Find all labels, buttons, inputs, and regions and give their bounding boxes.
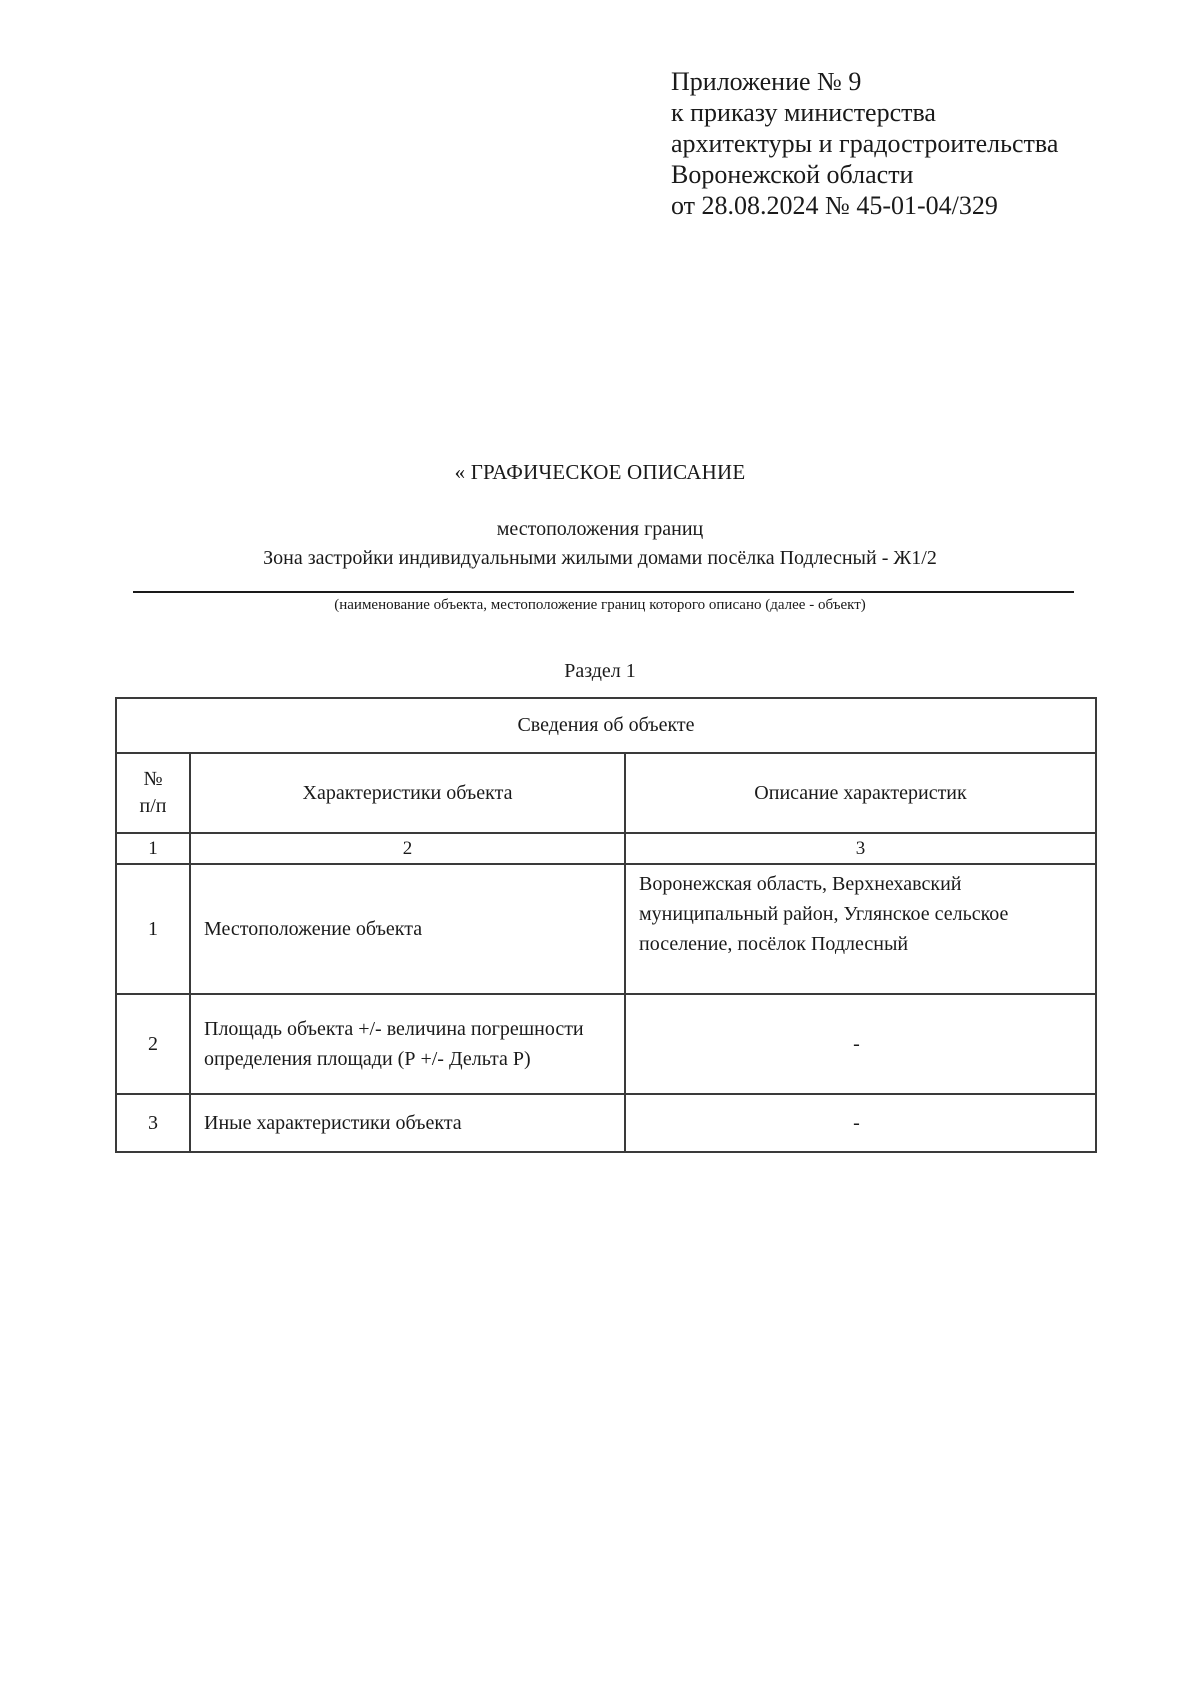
- object-name-caption: (наименование объекта, местоположение границ которого описано (далее - объект): [334, 597, 866, 613]
- row-characteristic: Площадь объекта +/- величина погрешности определения площади (Р +/- Дельта Р): [190, 994, 625, 1094]
- row-characteristic: Местоположение объекта: [190, 864, 625, 994]
- row-description: -: [625, 994, 1096, 1094]
- table-header-row: [116, 753, 1096, 833]
- appendix-line: архитектуры и градостроительства: [671, 129, 1059, 158]
- column-header-characteristic: Характеристики объекта: [190, 753, 625, 833]
- row-description: -: [625, 1094, 1096, 1152]
- column-header-num: [116, 753, 190, 833]
- row-number: 1: [116, 864, 190, 994]
- appendix-line: к приказу министерства: [671, 98, 936, 127]
- column-header-num-line: №: [143, 768, 163, 790]
- column-header-num-line: п/п: [139, 795, 167, 817]
- table-row: [116, 994, 1096, 1094]
- appendix-line: Воронежской области: [671, 160, 914, 189]
- document-title: « ГРАФИЧЕСКОЕ ОПИСАНИЕ: [454, 460, 746, 484]
- column-number: 3: [625, 833, 1096, 864]
- row-number: 3: [116, 1094, 190, 1152]
- section-label: Раздел 1: [564, 660, 636, 682]
- table-title: Сведения об объекте: [116, 698, 1096, 753]
- table-row: [116, 864, 1096, 994]
- column-number: 1: [116, 833, 190, 864]
- table-row: [116, 1094, 1096, 1152]
- appendix-reference: [671, 66, 1091, 221]
- table-title-row: [116, 698, 1096, 753]
- object-info-table: [115, 697, 1097, 1153]
- appendix-line: от 28.08.2024 № 45-01-04/329: [671, 191, 998, 220]
- row-number: 2: [116, 994, 190, 1094]
- appendix-line: Приложение № 9: [671, 67, 862, 96]
- column-header-description: Описание характеристик: [625, 753, 1096, 833]
- underline-divider: [133, 591, 1074, 593]
- row-characteristic: Иные характеристики объекта: [190, 1094, 625, 1152]
- row-description: Воронежская область, Верхнехавский муниципальный район, Углянское сельское поселение, посёлок Подлесный: [625, 864, 1096, 994]
- document-subtitle: местоположения границ: [496, 518, 704, 540]
- object-name: Зона застройки индивидуальными жилыми домами посёлка Подлесный - Ж1/2: [263, 547, 937, 569]
- column-number: 2: [190, 833, 625, 864]
- column-number-row: [116, 833, 1096, 864]
